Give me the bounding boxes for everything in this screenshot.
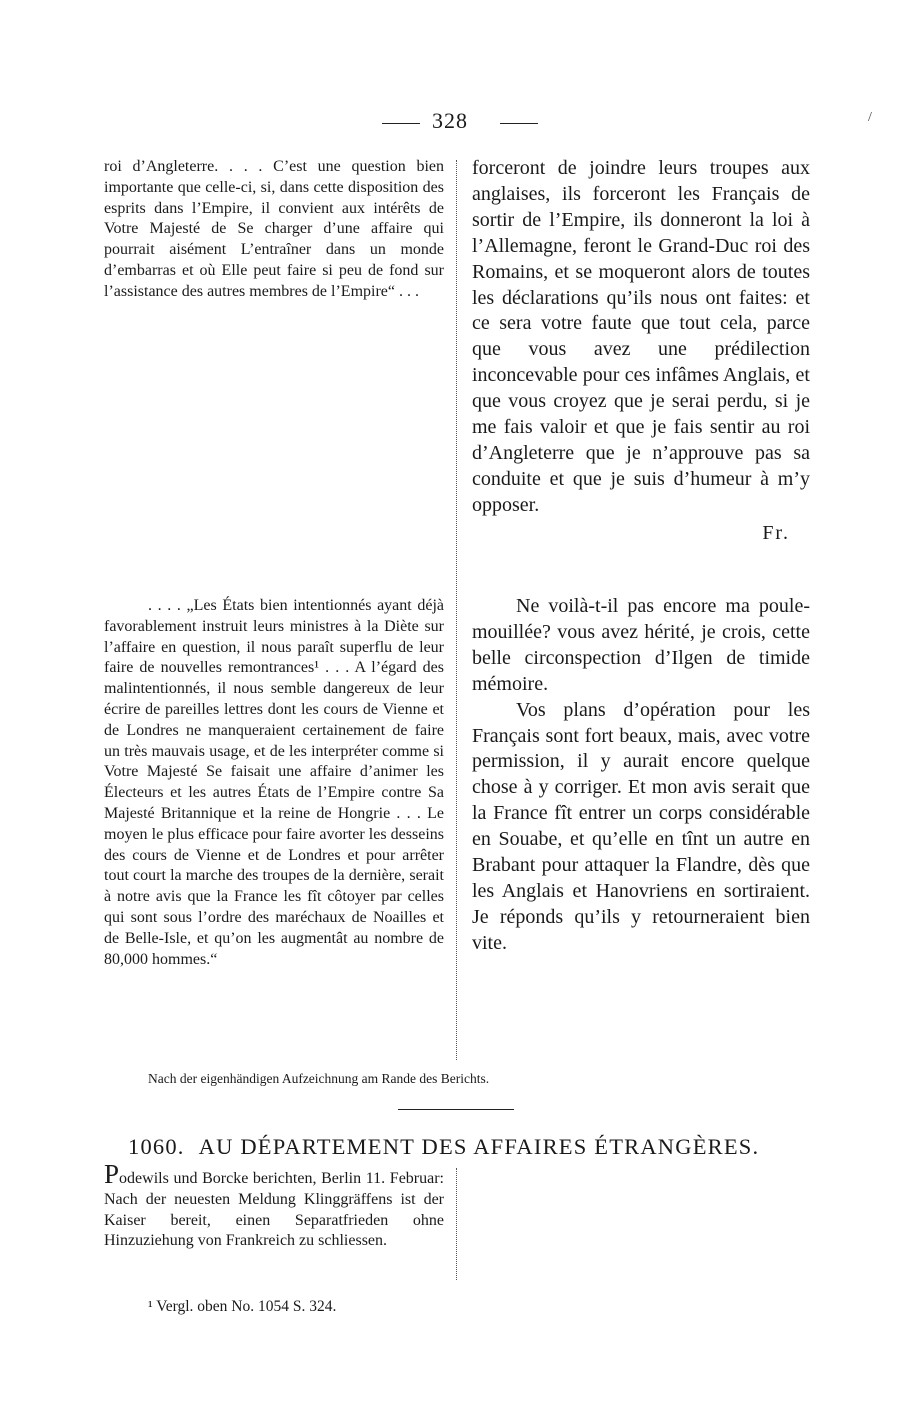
footnote: ¹ Vergl. oben No. 1054 S. 324. xyxy=(148,1298,337,1315)
section-text: odewils und Borcke berichten, Berlin 11. Februar: Nach der neuesten Meldung Klinggräffens ist der Kaiser bereit, einen Separatfrieden ohne Hinzuziehung von Frankreich zu schliessen. xyxy=(104,1170,444,1250)
column-separator xyxy=(456,160,457,1060)
page-number-rule-right xyxy=(500,123,538,124)
dropcap: P xyxy=(104,1159,120,1189)
section-heading xyxy=(128,1134,808,1160)
right-text-3: Vos plans d’opération pour les Français sont fort beaux, mais, avec votre permission, il y aurait encore quelque chose à y corriger. Et mon avis serait que la France fît entrer un corps considérable en Souabe, et qu’elle en tînt un autre en Brabant pour attaquer la Flandre, dès que les Anglais et Hanovriens en sortiraient. Je réponds qu’ils y retourneraient bien vite. xyxy=(472,698,810,954)
left-column-block-2 xyxy=(104,596,444,970)
margin-mark: / xyxy=(868,110,872,125)
section-column-separator xyxy=(456,1168,457,1280)
right-column-block-2 xyxy=(472,594,810,957)
right-text-2: Ne voilà-t-il pas encore ma poule-mouillée? vous avez hérité, je crois, cette belle circonspection d’Ilgen de timide mémoire. xyxy=(472,595,810,695)
left-column-block-1 xyxy=(104,157,444,303)
source-note: Nach der eigenhändigen Aufzeichnung am Rande des Berichts. xyxy=(148,1071,490,1086)
right-column-block-1 xyxy=(472,156,810,547)
section-title: AU DÉPARTEMENT DES AFFAIRES ÉTRANGÈRES. xyxy=(198,1134,760,1159)
section-number: 1060. xyxy=(128,1134,185,1159)
right-text-1: forceront de joindre leurs troupes aux anglaises, ils forceront les Français de sortir de l’Empire, ils donneront la loi à l’Allemagne, feront le Grand-Duc roi des Romains, et se moqueront alors de toutes les déclarations qu’ils nous ont faites: et ce sera votre faute que tout cela, parce que vous avez une prédilection inconcevable pour ces infâmes Anglais, et que vous croyez que je serai perdu, si je me fais valoir et que je fais sentir au roi d’Angleterre que je n’approuve pas sa conduite et que je suis d’humeur à m’y opposer. xyxy=(472,157,810,516)
signature: Fr. xyxy=(762,521,790,544)
section-body xyxy=(104,1159,444,1252)
left-text-1: roi d’Angleterre. . . . C’est une question bien importante que celle-ci, si, dans cette disposition des esprits dans l’Empire, il convient aux intérêts de Votre Majesté de Se charger d’une affaire qui pourrait aisément L’entraîner dans un monde d’embarras et où Elle peut faire si peu de fond sur l’assistance des autres membres de l’Empire“ . . . xyxy=(104,158,444,300)
page-number: 328 xyxy=(432,108,468,133)
section-divider xyxy=(398,1109,514,1110)
left-text-2: . . . . „Les États bien intentionnés ayant déjà favorablement instruit leurs ministres à la Diète sur l’affaire en question, il nous paraît superflu de leur faire de nouvelles remontrances¹ . . . A l’égard des malintentionnés, il nous semble dangereux de leur écrire de pareilles lettres dont les cours de Vienne et de Londres ne manqueraient certainement de faire un très mauvais usage, et de les interpréter comme si Votre Majesté Se faisait une affaire d’animer les Électeurs et les autres États de l’Empire contre Sa Majesté Britannique et la reine de Hongrie . . . Le moyen le plus efficace pour faire avorter les desseins des cours de Vienne et de Londres et pour arrêter tout court la marche des troupes de la dernière, serait à notre avis que la France les fît côtoyer par celles qui sont sous l’ordre des maréchaux de Noailles et de Belle-Isle, et qu’on les augmentât au nombre de 80,000 hommes.“ xyxy=(104,597,444,968)
